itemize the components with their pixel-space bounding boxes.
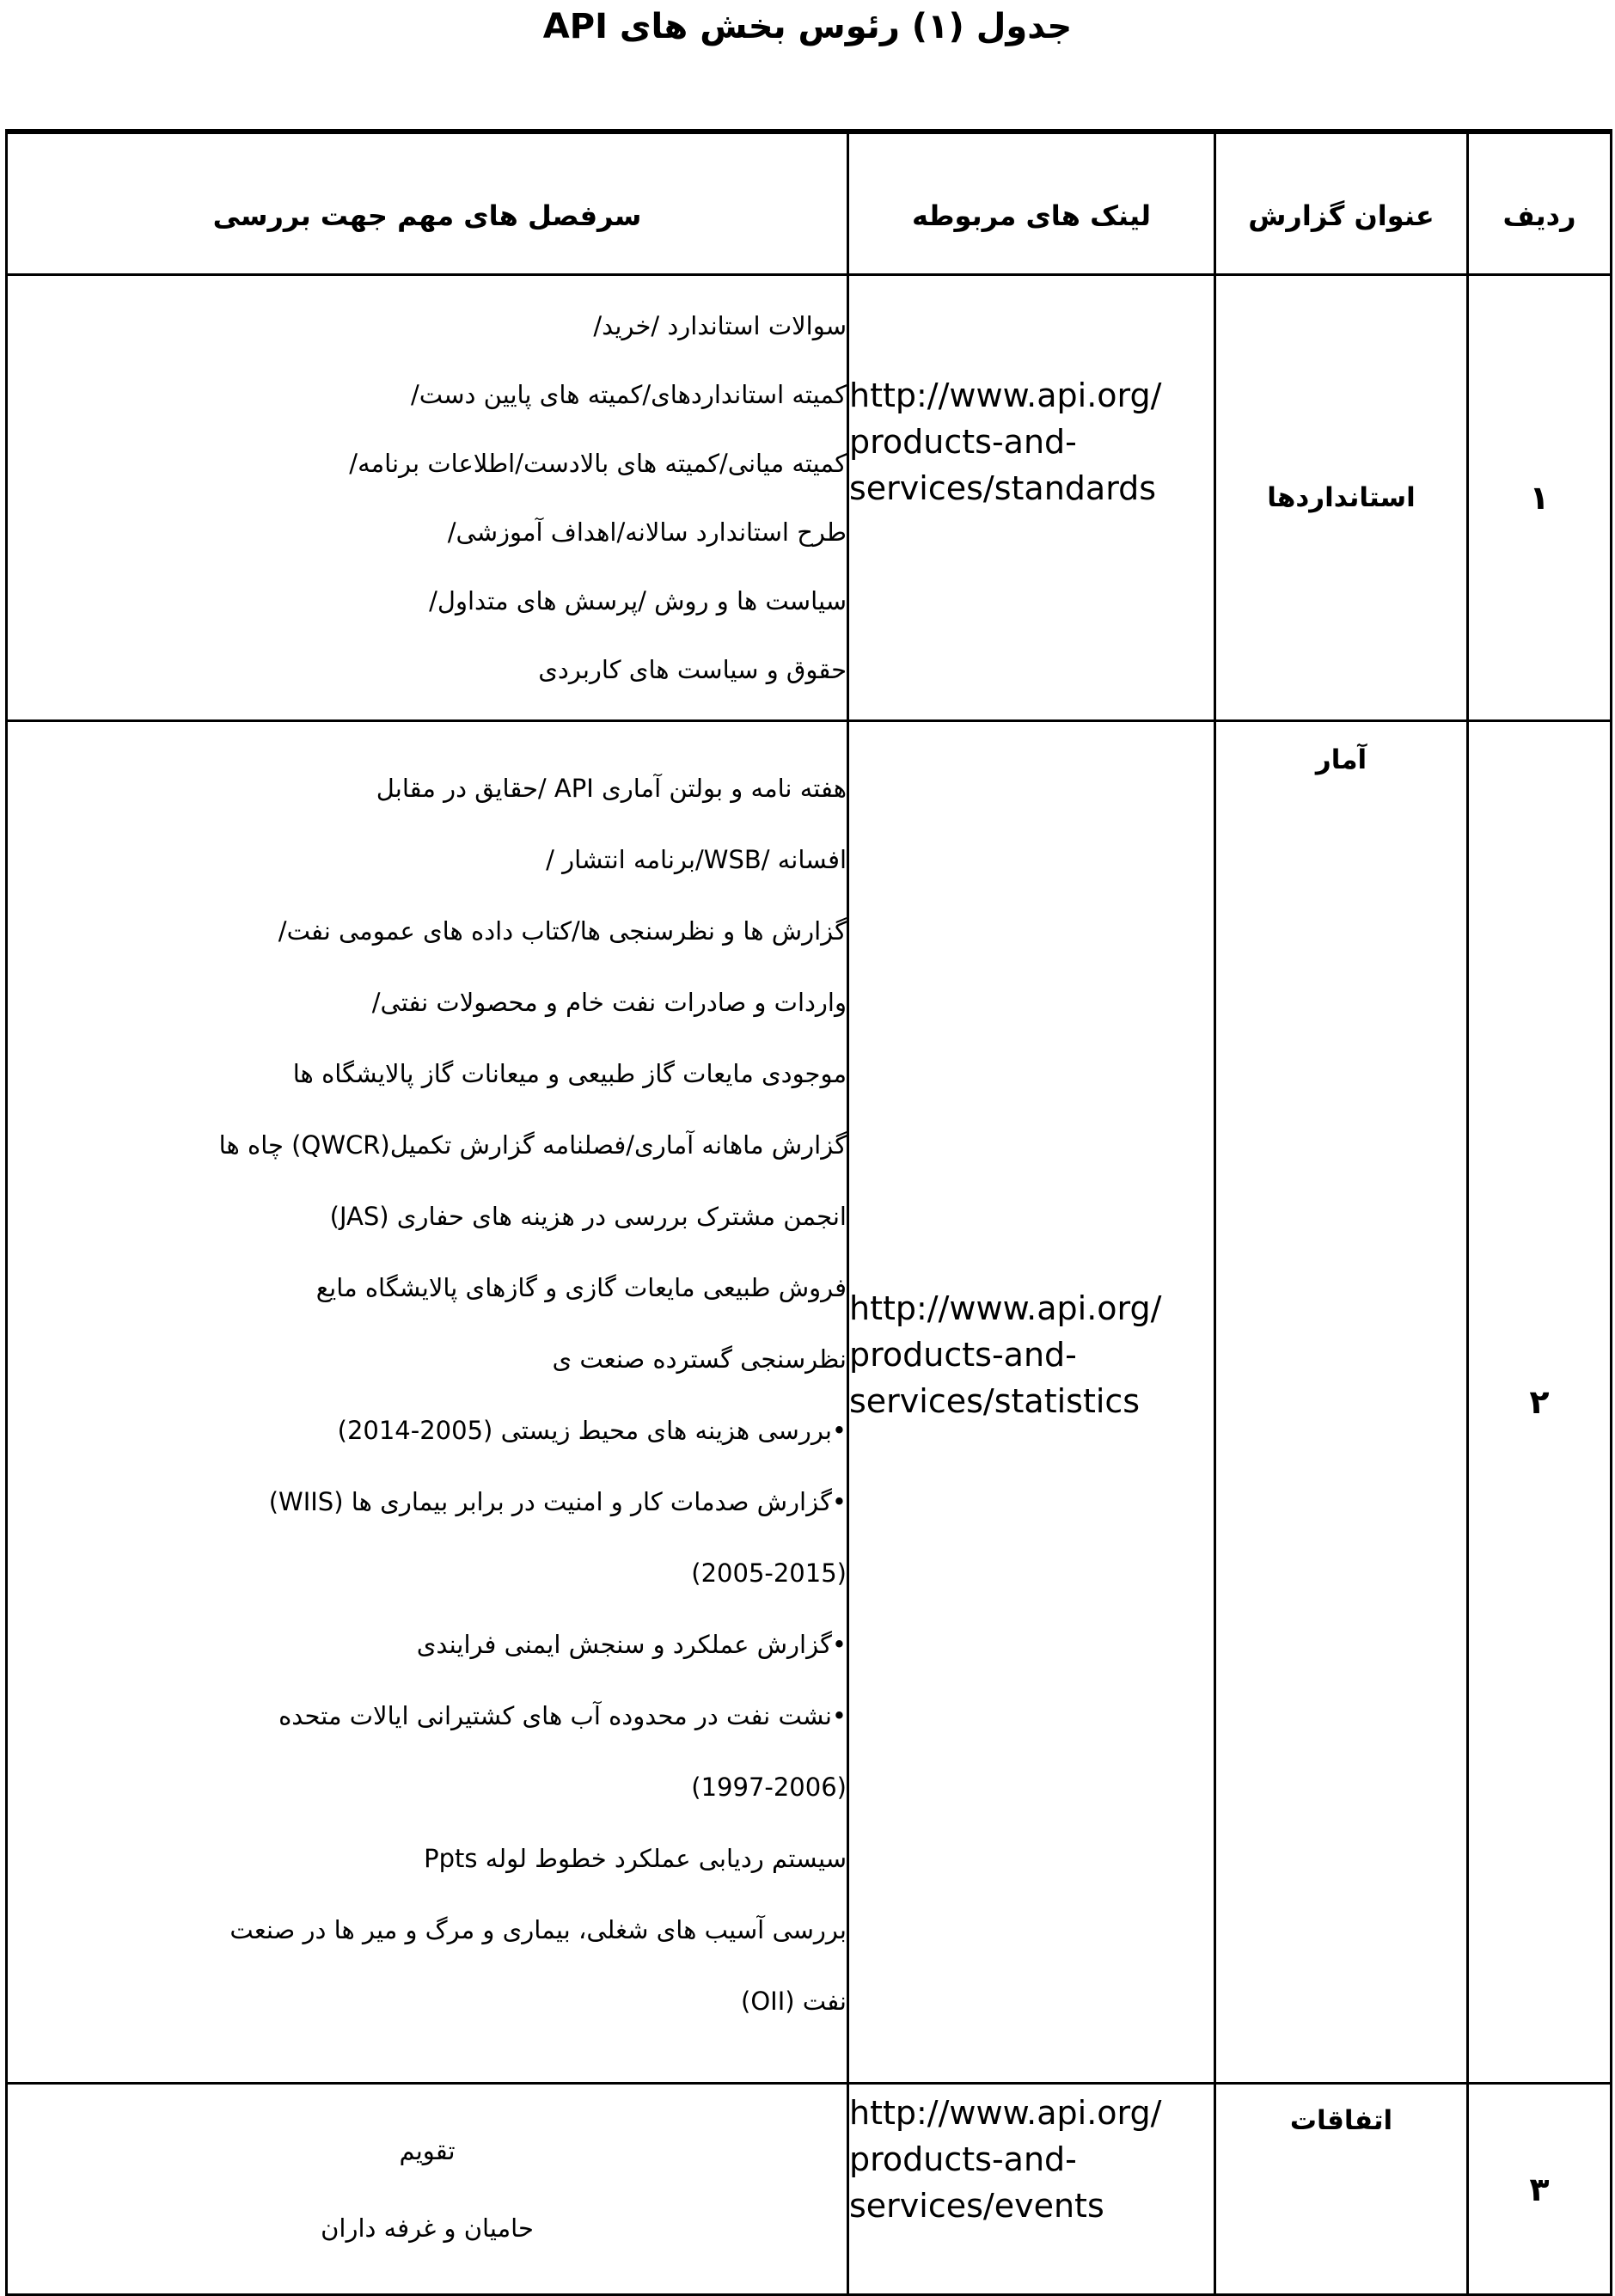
column-header-row-no: ردیف: [1468, 132, 1612, 275]
column-header-topics: سرفصل های مهم جهت بررسی: [7, 132, 848, 275]
link-line[interactable]: http://www.api.org/: [849, 377, 1162, 414]
topic-line: گزارش ها و نظرسنجی ها/کتاب داده های عمومی نفت/: [278, 916, 847, 946]
cell-report-title: استانداردها: [1215, 275, 1468, 721]
cell-related-link: [848, 2084, 1215, 2295]
topic-line: تقویم: [399, 2135, 456, 2165]
api-sections-table-wrap: [5, 129, 1610, 2296]
topic-line: هفته نامه و بولتن آماری API /حقایق در مقابل: [376, 774, 847, 803]
link-line[interactable]: http://www.api.org/: [849, 2094, 1162, 2132]
topic-line: فروش طبیعی مایعات گازی و گازهای پالایشگاه مایع: [315, 1273, 847, 1302]
topic-line: حامیان و غرفه داران: [321, 2213, 534, 2243]
cell-report-title: اتفاقات: [1215, 2084, 1468, 2295]
topic-line: کمیته استانداردهای/کمیته های پایین دست/: [410, 380, 847, 409]
topic-line: بررسی آسیب های شغلی، بیماری و مرگ و میر ها در صنعت: [229, 1915, 847, 1944]
topic-line: •گزارش صدمات کار و امنیت در برابر بیماری ها (WIIS): [268, 1487, 847, 1516]
table-row: [7, 721, 1612, 2084]
topic-line: گزارش ماهانه آماری/فصلنامه گزارش تکمیل(QWCR) چاه ها: [218, 1130, 847, 1160]
link-line[interactable]: services/statistics: [849, 1382, 1141, 1420]
header-row: [7, 132, 1612, 275]
link-line[interactable]: http://www.api.org/: [849, 1289, 1162, 1327]
topic-line: موجودی مایعات گاز طبیعی و میعانات گاز پالایشگاه ها: [292, 1059, 847, 1088]
page-title: جدول (١) رئوس بخش های API: [542, 7, 1073, 46]
cell-related-link: [848, 275, 1215, 721]
topic-line: •گزارش عملکرد و سنجش ایمنی فرایندی: [416, 1630, 847, 1659]
topic-line: •نشت نفت در محدوده آب های کشتیرانی ایالات متحده: [278, 1701, 847, 1730]
topic-line: سیاست ها و روش /پرسش های متداول/: [429, 586, 847, 615]
cell-related-link: [848, 721, 1215, 2084]
api-sections-table: [5, 129, 1612, 2296]
link-line[interactable]: products-and-: [849, 423, 1077, 461]
cell-report-title: آمار: [1215, 721, 1468, 2084]
link-line[interactable]: services/standards: [849, 469, 1157, 507]
topic-line: (2005-2015): [691, 1558, 847, 1588]
topic-line: نظرسنجی گسترده صنعت ی: [552, 1344, 847, 1374]
topic-line: •بررسی هزینه های محیط زیستی (2005-2014): [337, 1416, 847, 1445]
link-line[interactable]: products-and-: [849, 1336, 1077, 1374]
link-line[interactable]: services/events: [849, 2187, 1104, 2225]
cell-row-no: ٢: [1468, 721, 1612, 2084]
link-line[interactable]: products-and-: [849, 2140, 1077, 2178]
cell-topics: [7, 275, 848, 721]
topic-line: کمیته میانی/کمیته های بالادست/اطلاعات برنامه/: [349, 449, 847, 478]
cell-topics: [7, 721, 848, 2084]
topic-line: طرح استاندارد سالانه/اهداف آموزشی/: [447, 517, 847, 547]
table-row: [7, 275, 1612, 721]
cell-row-no: ١: [1468, 275, 1612, 721]
topic-line: (1997-2006): [691, 1773, 847, 1802]
topic-line: واردات و صادرات نفت خام و محصولات نفتی/: [371, 988, 847, 1017]
column-header-report-title: عنوان گزارش: [1215, 132, 1468, 275]
topic-line: حقوق و سیاست های کاربردی: [538, 655, 847, 684]
topic-line: سوالات استاندارد /خرید/: [593, 311, 847, 340]
cell-row-no: ٣: [1468, 2084, 1612, 2295]
topic-line: انجمن مشترک بررسی در هزینه های حفاری (JAS): [329, 1202, 847, 1231]
table-row: [7, 2084, 1612, 2295]
topic-line: سیستم ردیابی عملکرد خطوط لوله Ppts: [424, 1844, 847, 1873]
topic-line: افسانه /WSB/برنامه انتشار /: [546, 845, 847, 874]
column-header-related-links: لینک های مربوطه: [848, 132, 1215, 275]
topic-line: نفت (OII): [740, 1987, 847, 2016]
cell-topics: [7, 2084, 848, 2295]
